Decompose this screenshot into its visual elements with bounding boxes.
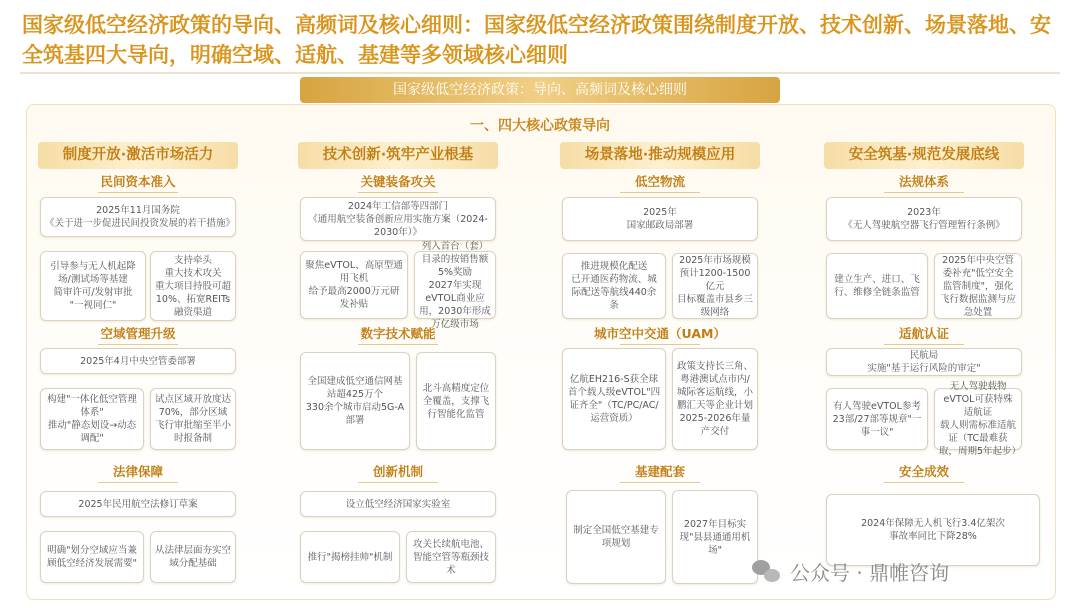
subheading: 安全成效 bbox=[824, 462, 1024, 480]
subheading: 法律保障 bbox=[38, 462, 238, 480]
subheading: 低空物流 bbox=[560, 172, 760, 190]
policy-box: 试点区域开放度达70%，部分区域飞行审批缩至半小时报备制 bbox=[150, 388, 236, 450]
policy-box: 无人驾驶载物eVTOL可获特殊适航证 载人则需标准适航证（TC最难获取，周期5年起步） bbox=[934, 388, 1022, 450]
subheading: 城市空中交通（UAM） bbox=[560, 324, 760, 342]
policy-box: 制定全国低空基建专项规划 bbox=[566, 490, 666, 584]
column-header: 制度开放·激活市场活力 bbox=[38, 142, 238, 169]
policy-box: 从法律层面夯实空域分配基础 bbox=[150, 531, 236, 583]
subheading: 法规体系 bbox=[824, 172, 1024, 190]
policy-box: 2023年 《无人驾驶航空器飞行管理暂行条例》 bbox=[826, 197, 1022, 241]
subheading: 数字技术赋能 bbox=[298, 324, 498, 342]
policy-box: 构建"一体化低空管理体系" 推动"静态划设→动态调配" bbox=[40, 388, 144, 450]
policy-box: 全国建成低空通信网基站超425万个 330余个城市启动5G-A部署 bbox=[300, 352, 410, 450]
policy-box: 推行"揭榜挂帅"机制 bbox=[300, 531, 400, 583]
headline-divider bbox=[20, 72, 1060, 74]
policy-box: 2024年保障无人机飞行3.4亿架次 事故率同比下降28% bbox=[826, 494, 1040, 566]
policy-box: 2025年11月国务院 《关于进一步促进民间投资发展的若干措施》 bbox=[40, 197, 236, 237]
column-scenario-landing bbox=[560, 142, 760, 169]
column-safety-foundation bbox=[824, 142, 1024, 169]
column-institutional-opening bbox=[38, 142, 238, 169]
policy-box: 聚焦eVTOL、高原型通用飞机 给予最高2000万元研发补贴 bbox=[300, 251, 408, 319]
policy-box: 2025年 国家邮政局部署 bbox=[562, 197, 758, 241]
policy-box: 2027年目标实现"县县通通用机场" bbox=[672, 490, 758, 584]
column-header: 技术创新·筑牢产业根基 bbox=[298, 142, 498, 169]
column-tech-innovation bbox=[298, 142, 498, 169]
policy-box: 攻关长续航电池、智能空管等瓶颈技术 bbox=[406, 531, 496, 583]
subheading: 民间资本准入 bbox=[38, 172, 238, 190]
policy-box: 2025年中央空管委补充"低空安全监管制度"，强化飞行数据监测与应急处置 bbox=[934, 253, 1022, 319]
policy-box: 引导参与无人机起降场/测试场等基建 简审许可/发射审批 "一视同仁" bbox=[40, 251, 146, 321]
watermark-text: 公众号 · 鼎帷咨询 bbox=[790, 560, 950, 585]
subheading: 关键装备攻关 bbox=[298, 172, 498, 190]
policy-box: 2024年工信部等四部门 《通用航空装备创新应用实施方案（2024-2030年）》 bbox=[300, 197, 496, 241]
policy-box: 建立生产、进口、飞行、维修全链条监管 bbox=[826, 253, 928, 319]
column-header: 场景落地·推动规模应用 bbox=[560, 142, 760, 169]
policy-box: 支持牵头 重大技术攻关 重大项目持股可超10%、拓宽REITs融资渠道 bbox=[150, 251, 236, 321]
policy-box: 明确"划分空域应当兼顾低空经济发展需要" bbox=[40, 531, 144, 583]
policy-box: 设立低空经济国家实验室 bbox=[300, 491, 496, 517]
wechat-icon bbox=[752, 556, 782, 586]
policy-box: 北斗高精度定位全覆盖，支撑飞行智能化监管 bbox=[416, 352, 496, 450]
policy-box: 列入首台（套）目录的按销售额5%奖励 2027年实现eVTOL商业应用，2030年形成万亿级市场 bbox=[414, 251, 496, 319]
diagram-banner: 国家级低空经济政策：导向、高频词及核心细则 bbox=[300, 77, 780, 103]
policy-box: 政策支持长三角、粤港澳试点市内/城际客运航线，小鹏汇天等企业计划2025-2026年量产交付 bbox=[672, 348, 758, 450]
policy-box: 有人驾驶eVTOL参考23部/27部等规章"一事一议" bbox=[826, 388, 928, 450]
page-headline: 国家级低空经济政策的导向、高频词及核心细则：国家级低空经济政策围绕制度开放、技术创新、场景落地、安全筑基四大导向，明确空域、适航、基建等多领域核心细则 bbox=[22, 12, 1051, 67]
subheading: 创新机制 bbox=[298, 462, 498, 480]
policy-box: 2025年民用航空法修订草案 bbox=[40, 491, 236, 517]
policy-box: 亿航EH216-S获全球首个载人级eVTOL"四证齐全"（TC/PC/AC/运营资质） bbox=[562, 348, 666, 450]
policy-box: 2025年4月中央空管委部署 bbox=[40, 348, 236, 374]
column-header: 安全筑基·规范发展底线 bbox=[824, 142, 1024, 169]
subheading: 适航认证 bbox=[824, 324, 1024, 342]
policy-box: 民航局 实施"基于运行风险的审定" bbox=[826, 348, 1022, 376]
policy-box: 2025年市场规模预计1200-1500亿元 目标覆盖市县乡三级网络 bbox=[672, 253, 758, 319]
subheading: 基建配套 bbox=[560, 462, 760, 480]
subheading: 空域管理升级 bbox=[38, 324, 238, 342]
policy-box: 推进规模化配送 已开通医药物流、城际配送等航线440余条 bbox=[562, 253, 666, 319]
watermark bbox=[752, 556, 949, 586]
section-title: 一、四大核心政策导向 bbox=[470, 118, 610, 134]
